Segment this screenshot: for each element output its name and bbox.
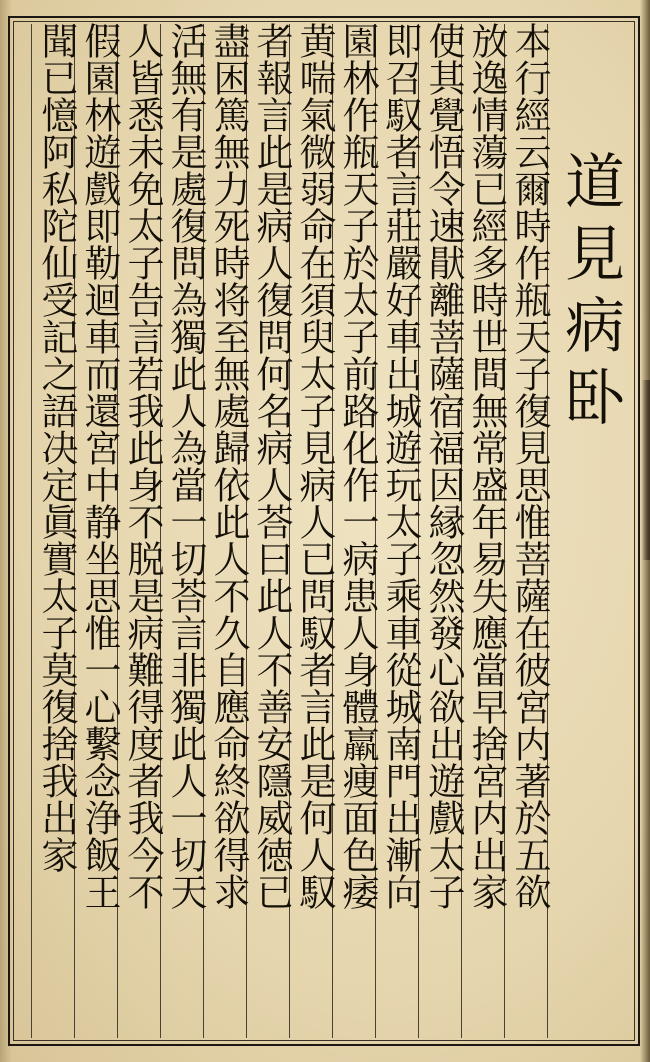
binding-shadow <box>642 380 650 560</box>
text-column: 放逸情蕩已經多時世間無常盛年易失應當早捨宮内出家 <box>465 22 508 910</box>
text-column: 人皆悉未免太子告言若我此身不脱是病難得度者我今不 <box>121 22 164 910</box>
text-column: 本行經云爾時作瓶天子復見思惟菩薩在彼宮内著於五欲 <box>508 22 551 910</box>
text-column: 即召馭者言莊嚴好車出城遊玩太子乘車從城南門出漸向 <box>379 22 422 910</box>
text-column: 黄喘氣微弱命在須臾太子見病人已問馭者言此是何人馭 <box>293 22 336 910</box>
text-column: 活無有是處復問為獨此人為當一切荅言非獨此人一切天 <box>164 22 207 910</box>
text-column: 聞已憶阿私陀仙受記之語决定眞實太子莫復捨我出家 <box>35 22 78 873</box>
text-column: 者報言此是病人復問何名病人荅曰此人不善安隱威徳已 <box>250 22 293 910</box>
chapter-title: 道見病卧 <box>555 150 625 438</box>
text-column: 假園林遊戲即勒迴車而還宮中静坐思惟一心繫念浄飯王 <box>78 22 121 910</box>
text-column: 盡困篤無力死時将至無處歸依此人不久自應命終欲得求 <box>207 22 250 910</box>
text-column: 園林作瓶天子於太子前路化作一病患人身體羸痩面色痿 <box>336 22 379 910</box>
text-column: 使其覺悟令速猒離菩薩宿福因縁忽然發心欲出遊戲太子 <box>422 22 465 910</box>
column-rule <box>31 24 32 1038</box>
